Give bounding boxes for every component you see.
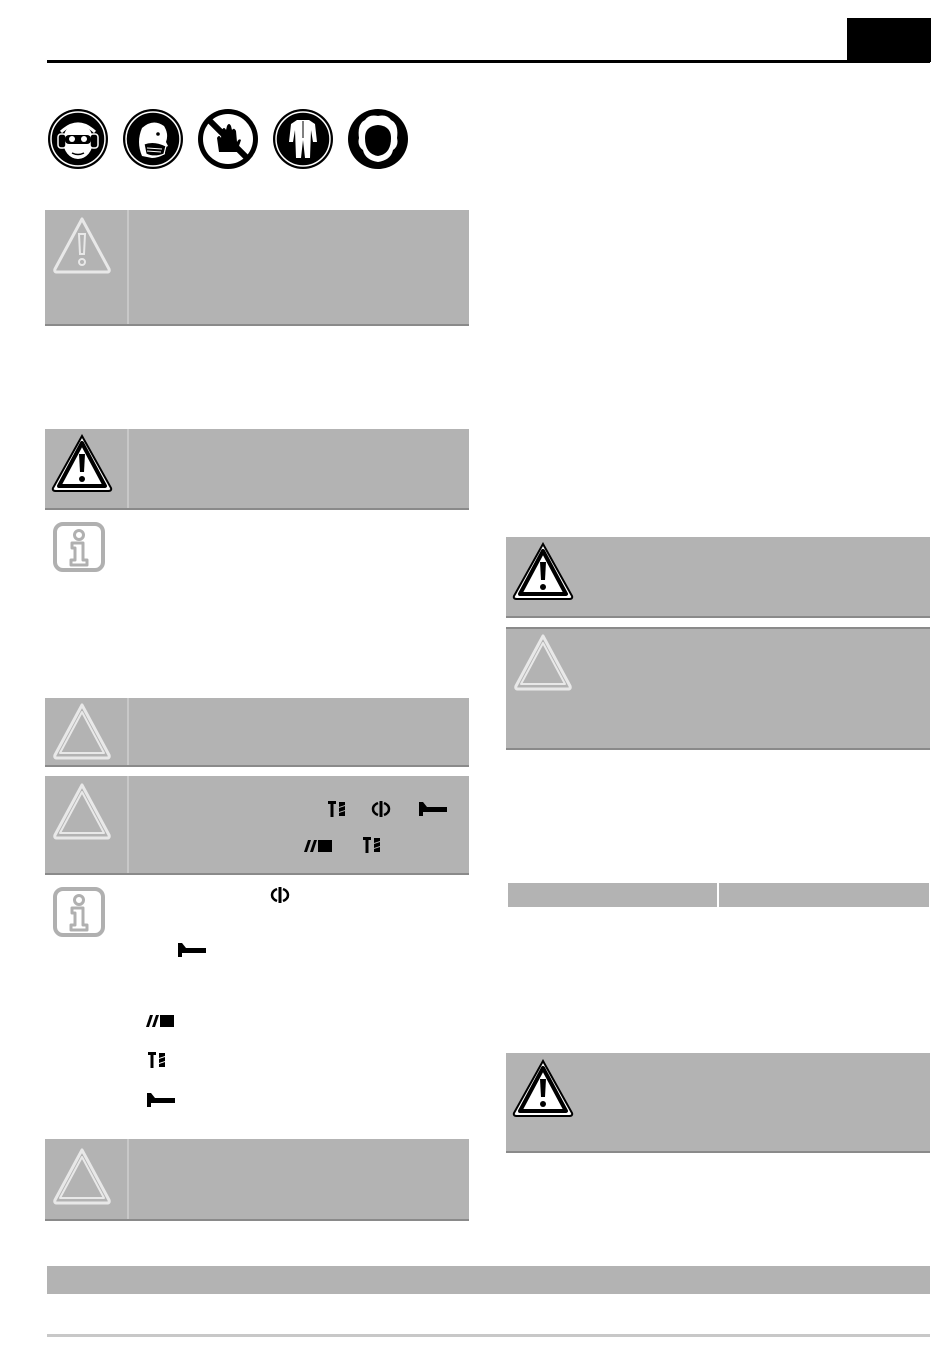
info-icon — [52, 521, 106, 573]
header-rule — [47, 60, 930, 63]
drill-mode-icon — [148, 1052, 166, 1068]
drill-mode-icon — [328, 801, 346, 817]
chisel-mode-icon — [419, 802, 447, 816]
chisel-mode-icon — [147, 1093, 175, 1107]
warning-box — [45, 429, 469, 510]
caution-outline-icon — [51, 216, 113, 274]
section-heading-bar — [47, 1266, 930, 1294]
hair-net-icon — [347, 108, 409, 170]
table-header — [508, 883, 929, 907]
rotation-stop-icon — [371, 801, 391, 817]
ear-and-eye-protection-icon — [47, 108, 109, 170]
no-gloves-icon — [197, 108, 259, 170]
protective-clothing-icon — [272, 108, 334, 170]
caution-box — [45, 210, 469, 326]
warning-icon — [512, 1059, 574, 1117]
caution-box — [506, 627, 930, 750]
table-header-cell — [508, 883, 717, 907]
table-header-cell — [719, 883, 929, 907]
hammer-drill-mode-icon — [304, 840, 332, 852]
footer-rule — [47, 1334, 930, 1337]
chisel-mode-icon — [178, 943, 206, 957]
dust-mask-icon — [122, 108, 184, 170]
rotation-stop-icon — [270, 887, 290, 903]
drill-mode-icon — [363, 837, 381, 853]
warning-icon — [51, 434, 113, 492]
language-tab — [847, 18, 931, 62]
caution-outline-icon — [512, 633, 574, 691]
caution-outline-icon — [51, 702, 113, 760]
warning-icon — [512, 542, 574, 600]
warning-box — [506, 1053, 930, 1153]
caution-outline-icon — [51, 1147, 113, 1205]
box-divider — [127, 210, 129, 324]
hammer-drill-mode-icon — [146, 1015, 174, 1027]
warning-box — [506, 537, 930, 618]
box-divider — [127, 776, 129, 873]
caution-box — [45, 1139, 469, 1221]
box-divider — [127, 1139, 129, 1219]
caution-box-mode-symbols — [45, 776, 469, 875]
caution-outline-icon — [51, 782, 113, 840]
info-icon — [52, 886, 106, 938]
caution-box — [45, 698, 469, 767]
box-divider — [127, 429, 129, 508]
box-divider — [127, 698, 129, 765]
